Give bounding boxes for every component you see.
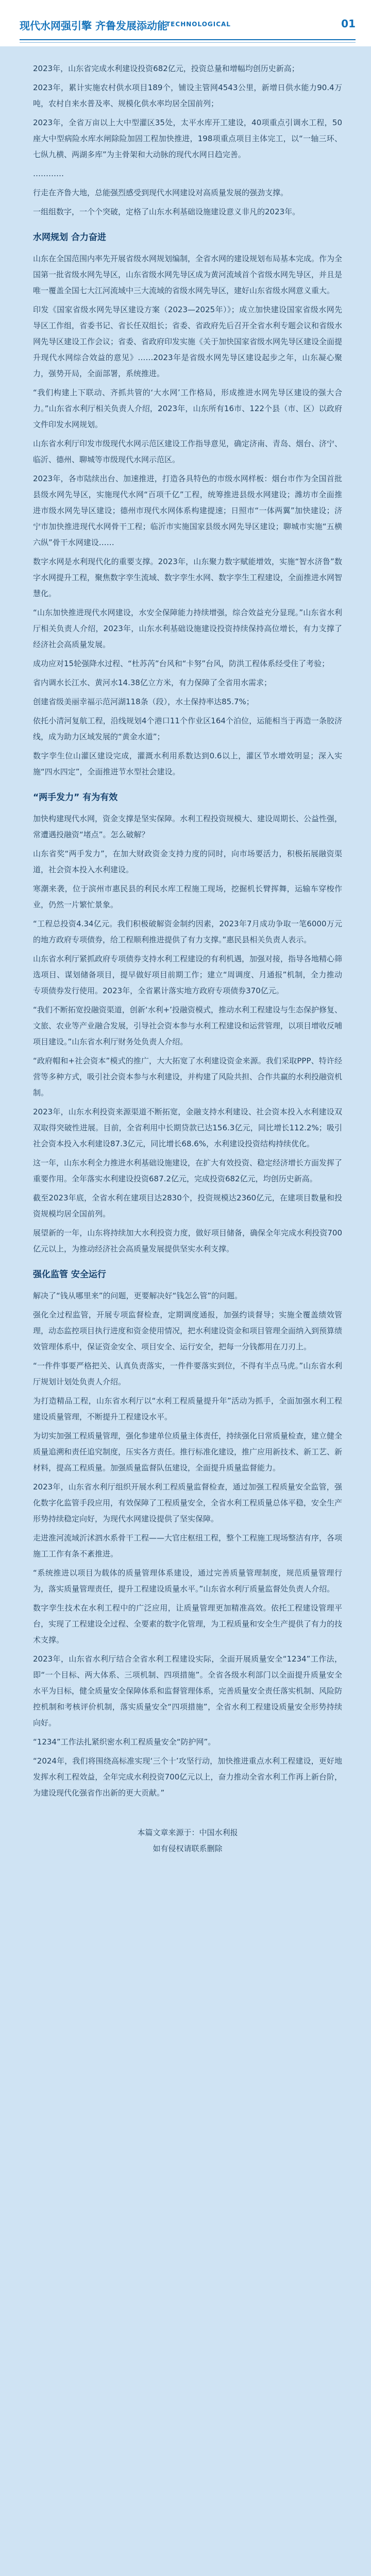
paragraph: 一组组数字，一个个突破，定格了山东水利基础设施建设意义非凡的2023年。 xyxy=(33,207,300,216)
paragraph: “1234”工作法扎紧织密水利工程质量安全“防护网”。 xyxy=(33,1737,216,1747)
copyright-notice: 如有侵权请联系删除 xyxy=(153,1844,223,1853)
section-heading: “两手发力” 有为有效 xyxy=(33,792,118,803)
paragraph: 寒潮来袭，位于滨州市惠民县的利民水库工程施工现场，挖掘机长臂挥舞，运输车穿梭作业，仍然一片繁忙景象。 xyxy=(33,884,342,909)
paragraph: “山东加快推进现代水网建设，水安全保障能力持续增强，综合效益充分显现。”山东省水利厅相关负责人介绍，2023年，山东水利基础设施建设投资持续保持高位增长，有力支撑了经济社会高质量发展。 xyxy=(33,608,342,649)
page-title-en: TECHNOLOGICAL xyxy=(166,21,231,28)
article-body xyxy=(33,61,342,1857)
paragraph: “我们不断拓宽投融资渠道，创新‘水利+’投融资模式，推动水利工程建设与生态保护修复、文旅、农业等产业融合发展，引导社会资本参与水利工程建设和运营管理，以项目增收反哺项目建设。”山东省水利厅财务处负责人介绍。 xyxy=(33,1005,343,1046)
paragraph: “2024年，我们将围绕高标准实现‘三个十’攻坚行动，加快推进重点水利工程建设，更好地发挥水利工程效益，全年完成水利投资700亿元以上，奋力推动全省水利工作再上新台阶，为建设现代化强省作出新的更大贡献。” xyxy=(33,1756,342,1798)
paragraph: 为切实加强工程质量管理，强化参建单位质量主体责任，持续强化日常质量检查，建立健全质量追溯和责任追究制度，压实各方责任。推行标准化建设，推广应用新技术、新工艺、新材料，提高工程质量。加强质量监督队伍建设，全面提升质量监督能力。 xyxy=(33,1431,343,1472)
paragraph: 山东省奖“两手发力”，在加大财政资金支持力度的同时，向市场要活力，积极拓展融资渠道，社会资本投入水利建设。 xyxy=(33,849,342,874)
section-heading: 水网规划 合力奋进 xyxy=(33,232,106,243)
paragraph: 创建省级美丽幸福示范河湖118条（段），水土保持率达85.7%； xyxy=(33,697,254,706)
paragraph: 2023年，累计实施农村供水项目189个，铺设主管网4543公里，新增日供水能力90.4万吨，农村自来水普及率、规模化供水率均居全国前列； xyxy=(33,83,342,108)
page-number: 01 xyxy=(341,18,356,30)
paragraph: 山东在全国范围内率先开展省级水网规划编制，全省水网的建设规划布局基本完成。作为全国第一批省级水网先导区，山东省级水网先导区成为黄河流域首个省级水网先导区，并且是唯一覆盖全国七大江河流域中三大流域的省级水网先导区，建好山东省级水网意义重大。 xyxy=(33,254,343,295)
header-divider-thin xyxy=(20,42,356,43)
paragraph: 2023年，山东水利投资来源渠道不断拓宽，金融支持水利建设、社会资本投入水利建设双双取得突破性进展。目前，全省利用中长期贷款已达156.3亿元，同比增长112.2%；吸引社会资本投入水利建设87.3亿元，同比增长68.6%，水利建设投资结构持续优化。 xyxy=(33,1107,342,1148)
paragraph: 展望新的一年，山东将持续加大水利投资力度，做好项目储备，确保全年完成水利投资700亿元以上，为推动经济社会高质量发展提供坚实水利支撑。 xyxy=(33,1228,342,1253)
paragraph: 走进淮河流域沂沭泗水系骨干工程——大官庄枢纽工程，整个工程施工现场整洁有序，各项施工工作有条不紊推进。 xyxy=(33,1533,343,1558)
paragraph: 2023年，全省万亩以上大中型灌区35处，太平水库开工建设，40项重点引调水工程，50座大中型病险水库水闸除险加固工程加快推进，198项重点项目主体完工，以“一轴三环、七纵九横、两湖多库”为主骨架和大动脉的现代水网日趋完善。 xyxy=(33,118,342,159)
page-title: 现代水网强引擎 齐鲁发展添动能 xyxy=(20,20,167,32)
paragraph: 强化全过程监管，开展专项监督检查，定期调度通报，加强约谈督导；实施全覆盖绩效管理，动态监控项目执行进度和资金使用情况，把水利建设资金和项目管理全面纳入到预算绩效管理体系中，保证资金安全、项目安全、运行安全，把每一分钱都用在刀刃上。 xyxy=(33,1310,343,1351)
paragraph: “系统推进以项目为载体的质量管理体系建设，通过完善质量管理制度，规范质量管理行为，落实质量管理责任，提升工程建设质量水平。”山东省水利厅质量监督处负责人介绍。 xyxy=(33,1568,342,1594)
paragraph: 省内调水长江水、黄河水14.38亿立方米，有力保障了全省用水需求； xyxy=(33,678,272,687)
section-heading: 强化监管 安全运行 xyxy=(33,1269,106,1280)
paragraph: 数字水网是水利现代化的重要支撑。2023年，山东聚力数字赋能增效，实施“智水济鲁”数字水网提升工程，聚焦数字孪生流域、数字孪生水网、数字孪生工程建设，全面推进水网智慧化。 xyxy=(33,557,343,598)
spacer xyxy=(33,1804,342,1825)
paragraph: 2023年，山东省水利厅组织开展水利工程质量监督检查，通过加强工程质量安全监管，强化数字化监管手段应用，有效保障了工程质量安全，全省水利工程质量总体平稳，安全生产形势持续稳定向好，为现代水网建设提供了坚实保障。 xyxy=(33,1482,343,1523)
paragraph: 解决了“钱从哪里来”的问题，更要解决好“钱怎么管”的问题。 xyxy=(33,1291,243,1300)
paragraph: 印发《国家省级水网先导区建设方案（2023—2025年）》；成立加快建设国家省级水网先导区工作组，省委书记、省长任双组长；省委、省政府先后召开全省水利专题会议和省级水网先导区建设工作会议；省委、省政府印发实施《关于加快国家省级水网先导区建设全面提升现代水网综合效益的意见》……2023年是省级水网先导区建设起步之年，山东凝心聚力，强势开局，全面部署，系统推进。 xyxy=(33,305,343,378)
paragraph: 数字孪生技术在水利工程中的广泛应用，让质量管理更加精准高效。依托工程建设管理平台，实现了工程建设全过程、全要素的数字化管理，为工程质量和安全生产提供了有力的技术支撑。 xyxy=(33,1603,343,1645)
paragraph: “政府帽和+社会资本”模式的推广，大大拓宽了水利建设资金来源。我们采取PPP、特许经营等多种方式，吸引社会资本参与水利建设，并构建了风险共担、合作共赢的水利投融资机制。 xyxy=(33,1056,343,1097)
paragraph: 为打造精品工程，山东省水利厅以“水利工程质量提升年”活动为抓手，全面加强水利工程建设质量管理，不断提升工程建设水平。 xyxy=(33,1396,342,1421)
article-source: 本篇文章来源于：中国水利报 xyxy=(137,1828,238,1837)
paragraph: “一件件事要严格把关、认真负责落实，一件件要落实到位，不得有半点马虎。”山东省水利厅规划计划处负责人介绍。 xyxy=(33,1361,342,1386)
page-header xyxy=(0,0,371,46)
header-divider xyxy=(20,39,356,40)
paragraph: 山东省水利厅印发市级现代水网示范区建设工作指导意见，确定济南、青岛、烟台、济宁、临沂、德州、聊城等市级现代水网示范区。 xyxy=(33,439,343,464)
paragraph: 山东省水利厅紧抓政府专项债券支持水利工程建设的有利机遇，加强对接，指导各地精心筛选项目、谋划储备项目，提早做好项目前期工作；建立“周调度、月通报”机制，全力推动专项债券发行使用。2023年，全省累计落实地方政府专项债券370亿元。 xyxy=(33,954,343,995)
paragraph: 数字孪生位山灌区建设完成，灌溉水利用系数达到0.6以上，灌区节水增效明显；深入实施“四水四定”，全面推进节水型社会建设。 xyxy=(33,751,342,776)
paragraph: 成功应对15轮强降水过程、“杜苏芮”台风和“卡努”台风，防洪工程体系经受住了考验； xyxy=(33,659,330,668)
ellipsis-separator: ………… xyxy=(33,169,64,178)
paragraph: “我们构建上下联动、齐抓共管的‘大水网’工作格局，形成推进水网先导区建设的强大合力。”山东省水利厅相关负责人介绍，2023年，山东所有16市、122个县（市、区）以政府文件印发水网规划。 xyxy=(33,388,342,429)
paragraph: 依托小清河复航工程，沿线规划4个港口11个作业区164个泊位，运能相当于再造一条胶济线，成为助力区域发展的“黄金水道”； xyxy=(33,716,342,741)
paragraph: 加快构建现代水网，资金支撑是坚实保障。水利工程投资规模大、建设周期长、公益性强，常遭遇投融资“堵点”。怎么破解？ xyxy=(33,814,343,839)
paragraph: 行走在齐鲁大地，总能强烈感受到现代水网建设对高质量发展的强劲支撑。 xyxy=(33,188,289,197)
paragraph: 2023年，山东省水利厅结合全省水利工程建设实际，全面开展质量安全“1234”工作法，即“一个目标、两大体系、三项机制、四项措施”。全省各级水利部门以全面提升质量安全水平为目标，健全质量安全保障体系和监督管理体系，完善质量安全责任落实机制、风险防控机制和考核评价机制，落实质量安全“四项措施”，全省水利工程建设质量安全形势持续向好。 xyxy=(33,1654,343,1727)
paragraph: 截至2023年底，全省水利在建项目达2830个，投资规模达2360亿元，在建项目数量和投资规模均居全国前列。 xyxy=(33,1193,342,1218)
paragraph: 2023年，各市陆续出台、加速推进，打造各具特色的市级水网样板：烟台市作为全国首批县级水网先导区，实施现代水网“百项千亿”工程，统筹推进县级水网建设；潍坊市全面推进市级水网先导区建设；德州市现代水网体系构建提速；日照市“一体两翼”加快建设；济宁市加快推进现代水网骨干工程；临沂市实施国家县级水网先导区建设；聊城市实施“五横六纵”骨干水网建设…… xyxy=(33,474,342,547)
paragraph: “工程总投资4.34亿元。我们积极破解资金制约因素，2023年7月成功争取一笔6000万元的地方政府专项债券，给工程顺利推进提供了有力支撑。”惠民县相关负责人表示。 xyxy=(33,919,342,944)
paragraph: 2023年，山东省完成水利建设投资682亿元，投资总量和增幅均创历史新高； xyxy=(33,64,299,73)
paragraph: 这一年，山东水利全力推进水利基础设施建设，在扩大有效投资、稳定经济增长方面发挥了重要作用。全年落实水利建设投资687.2亿元，完成投资682亿元，均创历史新高。 xyxy=(33,1158,343,1183)
